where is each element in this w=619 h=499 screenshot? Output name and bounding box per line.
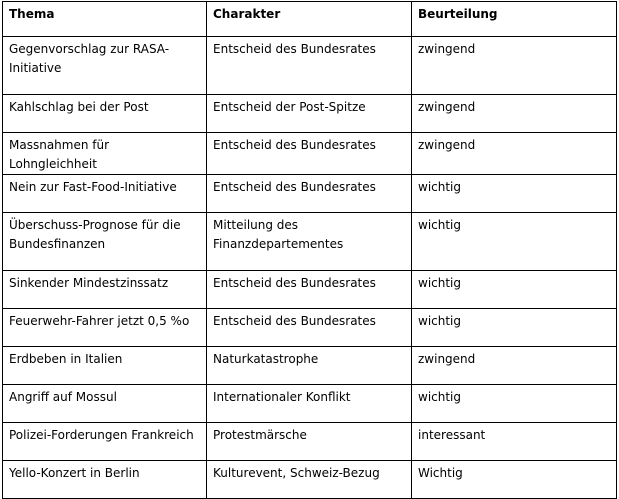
table-row [3, 461, 617, 499]
cell-charakter: Entscheid des Bundesrates [207, 133, 412, 175]
cell-thema: Massnahmen für Lohngleichheit [3, 133, 207, 175]
cell-thema-line: Gegenvorschlag zur RASA- [9, 42, 170, 56]
cell-thema: Erdbeben in Italien [3, 347, 207, 385]
cell-charakter: Entscheid des Bundesrates [207, 309, 412, 347]
cell-thema: Nein zur Fast-Food-Initiative [3, 175, 207, 213]
cell-thema: Angriff auf Mossul [3, 385, 207, 423]
cell-thema-line: Überschuss-Prognose für die [9, 218, 181, 232]
cell-charakter-line: Finanzdepartementes [213, 237, 344, 251]
topics-table [2, 1, 617, 499]
header-beurteilung: Beurteilung [412, 2, 617, 37]
table-row [3, 423, 617, 461]
cell-beurteilung: Wichtig [412, 461, 617, 499]
table-row [3, 347, 617, 385]
cell-charakter: Entscheid des Bundesrates [207, 271, 412, 309]
cell-thema: Kahlschlag bei der Post [3, 95, 207, 133]
cell-thema: Polizei-Forderungen Frankreich [3, 423, 207, 461]
cell-beurteilung: zwingend [412, 37, 617, 95]
cell-thema [3, 213, 207, 271]
cell-beurteilung: zwingend [412, 95, 617, 133]
cell-beurteilung: wichtig [412, 213, 617, 271]
cell-charakter: Internationaler Konflikt [207, 385, 412, 423]
cell-thema: Feuerwehr-Fahrer jetzt 0,5 %o [3, 309, 207, 347]
cell-beurteilung: wichtig [412, 271, 617, 309]
cell-thema: Yello-Konzert in Berlin [3, 461, 207, 499]
cell-charakter [207, 213, 412, 271]
cell-charakter: Entscheid des Bundesrates [207, 175, 412, 213]
cell-thema: Sinkender Mindestzinssatz [3, 271, 207, 309]
cell-beurteilung: wichtig [412, 309, 617, 347]
table-row [3, 133, 617, 175]
cell-beurteilung: wichtig [412, 175, 617, 213]
header-charakter: Charakter [207, 2, 412, 37]
cell-thema [3, 37, 207, 95]
cell-charakter: Kulturevent, Schweiz-Bezug [207, 461, 412, 499]
table-row [3, 175, 617, 213]
cell-charakter-line: Mitteilung des [213, 218, 299, 232]
cell-beurteilung: interessant [412, 423, 617, 461]
cell-beurteilung: wichtig [412, 385, 617, 423]
cell-charakter: Entscheid der Post-Spitze [207, 95, 412, 133]
table-row [3, 37, 617, 95]
table-row [3, 385, 617, 423]
table-row [3, 309, 617, 347]
header-thema: Thema [3, 2, 207, 37]
cell-beurteilung: zwingend [412, 347, 617, 385]
cell-charakter: Protestmärsche [207, 423, 412, 461]
cell-thema-line: Bundesfinanzen [9, 237, 106, 251]
table-row [3, 213, 617, 271]
cell-charakter: Entscheid des Bundesrates [207, 37, 412, 95]
table-header-row [3, 2, 617, 37]
cell-charakter: Naturkatastrophe [207, 347, 412, 385]
cell-beurteilung: zwingend [412, 133, 617, 175]
table-row [3, 95, 617, 133]
cell-thema-line: Initiative [9, 61, 62, 75]
table-row [3, 271, 617, 309]
